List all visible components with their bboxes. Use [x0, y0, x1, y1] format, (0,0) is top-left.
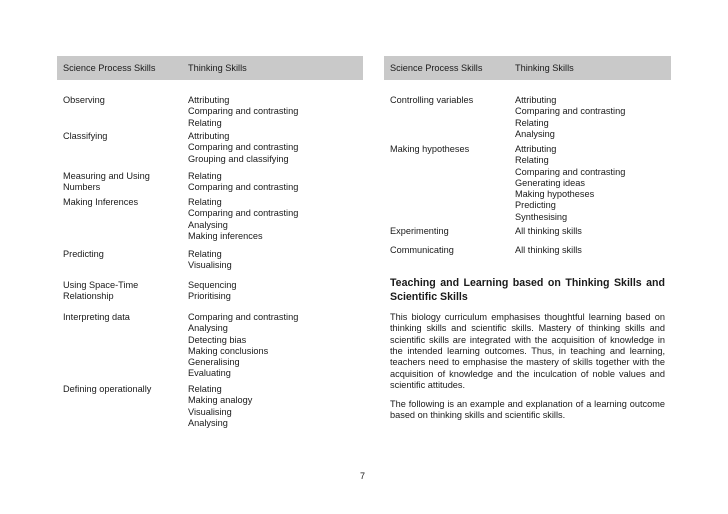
left-skill-cell [63, 384, 151, 395]
thinking-text: Attributing [515, 95, 557, 105]
skill-text: Defining operationally [63, 384, 152, 394]
skill-text: Classifying [63, 131, 108, 141]
thinking-text: Comparing and contrasting [188, 312, 299, 322]
thinking-text: Analysing [188, 417, 228, 428]
thinking-text: Relating [515, 155, 549, 166]
left-thinking-cell [188, 171, 298, 194]
thinking-text: Evaluating [188, 368, 231, 379]
thinking-text: Making analogy [188, 395, 253, 406]
left-skill-cell [63, 197, 138, 208]
thinking-text: Synthesising [515, 211, 568, 222]
left-skill-cell [63, 95, 105, 106]
thinking-text: Relating [188, 171, 222, 181]
thinking-text: Detecting bias [188, 334, 247, 345]
thinking-text: All thinking skills [515, 226, 582, 236]
left-skill-cell [63, 312, 130, 323]
right-thinking-cell [515, 144, 625, 223]
skill-text: Measuring and Using [63, 171, 150, 181]
left-thinking-cell [188, 280, 237, 303]
skill-text: Numbers [63, 182, 101, 193]
thinking-text: Generating ideas [515, 177, 585, 188]
right-skill-cell [390, 226, 449, 237]
thinking-text: Comparing and contrasting [188, 208, 299, 219]
thinking-text: Prioritising [188, 291, 231, 302]
skill-text: Making hypotheses [390, 144, 470, 154]
left-skill-cell [63, 280, 138, 303]
thinking-text: Analysing [188, 323, 228, 334]
thinking-text: Analysing [515, 128, 555, 139]
right-skill-cell [390, 245, 454, 256]
right-thinking-cell [515, 245, 582, 256]
left-header-skills: Science Process Skills [63, 63, 156, 73]
skill-text: Controlling variables [390, 95, 474, 105]
body-paragraph: The following is an example and explanation of a learning outcome based on thinking skills and scientific skills. [390, 399, 665, 421]
skill-text: Using Space-Time [63, 280, 139, 290]
thinking-text: Relating [188, 197, 222, 207]
skill-text: Interpreting data [63, 312, 130, 322]
skill-text: Communicating [390, 245, 454, 255]
thinking-text: Visualising [188, 260, 232, 271]
thinking-text: Grouping and classifying [188, 153, 289, 164]
left-thinking-cell [188, 131, 298, 165]
thinking-text: Attributing [188, 95, 230, 105]
thinking-text: All thinking skills [515, 245, 582, 255]
thinking-text: Comparing and contrasting [515, 106, 626, 117]
left-thinking-cell [188, 312, 298, 380]
thinking-text: Visualising [188, 406, 232, 417]
page-number: 7 [360, 471, 366, 481]
right-thinking-cell [515, 95, 625, 140]
left-skill-cell [63, 249, 104, 260]
thinking-text: Attributing [188, 131, 230, 141]
section-heading: Teaching and Learning based on Thinking Skills and Scientific Skills [390, 277, 665, 303]
right-header-skills: Science Process Skills [390, 63, 483, 73]
thinking-text: Generalising [188, 357, 240, 368]
right-skill-cell [390, 95, 473, 106]
right-skill-cell [390, 144, 469, 155]
skill-text: Predicting [63, 249, 104, 259]
thinking-text: Relating [515, 117, 549, 128]
left-thinking-cell [188, 95, 298, 129]
left-thinking-cell [188, 249, 232, 272]
thinking-text: Comparing and contrasting [515, 166, 626, 177]
left-skill-cell [63, 131, 107, 142]
thinking-text: Relating [188, 249, 222, 259]
left-thinking-cell [188, 384, 252, 429]
left-header-thinking: Thinking Skills [188, 63, 247, 73]
thinking-text: Making hypotheses [515, 189, 595, 200]
thinking-text: Relating [188, 384, 222, 394]
thinking-text: Comparing and contrasting [188, 106, 299, 117]
thinking-text: Relating [188, 117, 222, 128]
body-paragraph: This biology curriculum emphasises thoughtful learning based on thinking skills and scientific skills. Mastery of thinking skills and scientific skills are integrated with the acquisition of knowledge in the intended learning outcomes. Thus, in teaching and learning, teachers need to emphasise the mastery of skills together with the acquisition of knowledge and the inculcation of noble values and scientific attitudes. [390, 312, 665, 391]
thinking-text: Making conclusions [188, 345, 269, 356]
thinking-text: Analysing [188, 219, 228, 230]
left-skill-cell [63, 171, 150, 194]
thinking-text: Predicting [515, 200, 556, 211]
right-thinking-cell [515, 226, 582, 237]
thinking-text: Attributing [515, 144, 557, 154]
left-thinking-cell [188, 197, 298, 242]
skill-text: Observing [63, 95, 105, 105]
thinking-text: Sequencing [188, 280, 237, 290]
right-header-thinking: Thinking Skills [515, 63, 574, 73]
skill-text: Relationship [63, 291, 114, 302]
thinking-text: Comparing and contrasting [188, 182, 299, 193]
thinking-text: Making inferences [188, 230, 263, 241]
skill-text: Experimenting [390, 226, 449, 236]
skill-text: Making Inferences [63, 197, 139, 207]
thinking-text: Comparing and contrasting [188, 142, 299, 153]
